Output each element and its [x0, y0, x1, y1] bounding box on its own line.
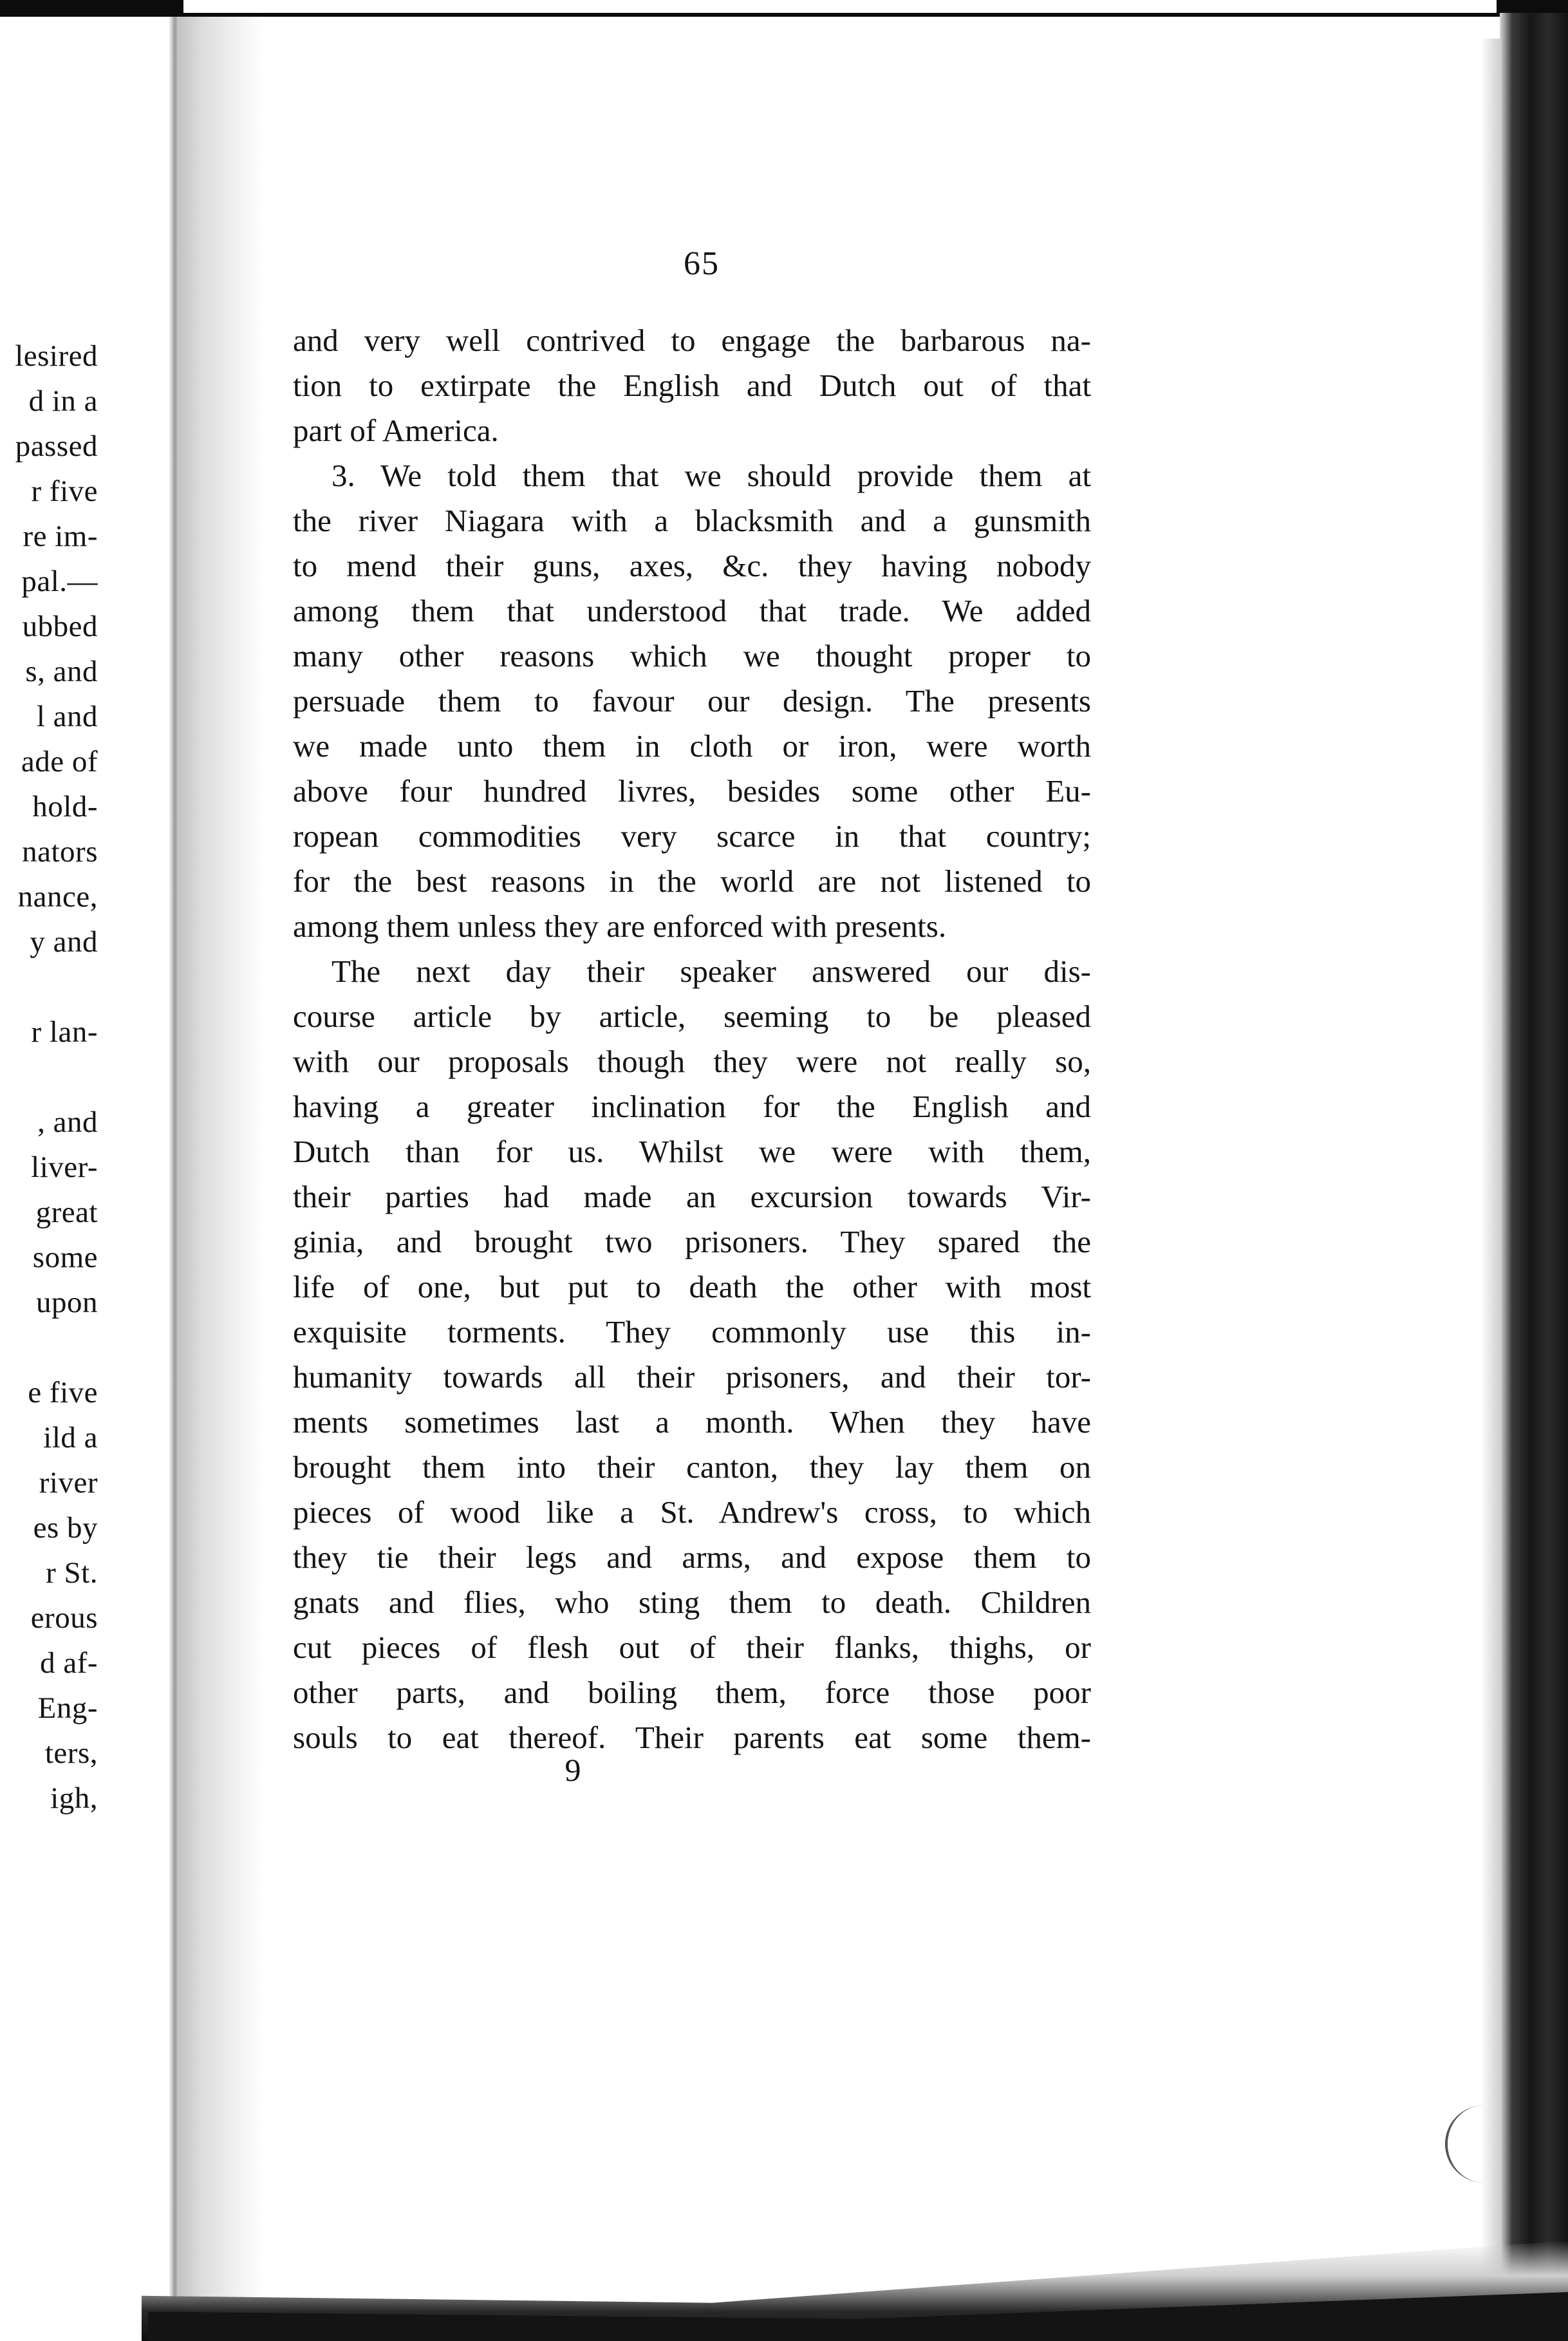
body-text-line: gnats and flies, who sting them to death. Children	[293, 1584, 1091, 1620]
body-text-line: among them that understood that trade. We added	[293, 593, 1091, 628]
body-text-line: among them unless they are enforced with presents.	[293, 908, 947, 944]
facing-page-line: r five	[31, 475, 98, 508]
page-number: 65	[684, 245, 720, 282]
body-text-line: to mend their guns, axes, &c. they having nobody	[293, 548, 1091, 583]
facing-page-line: s, and	[25, 655, 98, 688]
facing-page-line: es by	[33, 1511, 98, 1545]
facing-page-line: ters,	[44, 1736, 98, 1770]
gutter-shadow	[174, 0, 264, 2341]
facing-page-line: river	[39, 1466, 98, 1500]
body-text-line: ginia, and brought two prisoners. They spared the	[293, 1224, 1091, 1259]
facing-page-fragment	[0, 334, 98, 1821]
body-text-line: cut pieces of flesh out of their flanks, thighs, or	[293, 1630, 1091, 1665]
body-text-line: 3. We told them that we should provide them at	[331, 458, 1091, 493]
facing-page-line: great	[35, 1196, 98, 1229]
body-text-line: ropean commodities very scarce in that country;	[293, 818, 1091, 854]
body-text-line: persuade them to favour our design. The presents	[293, 683, 1091, 719]
facing-page-line: igh,	[50, 1782, 98, 1815]
facing-page-line: ade of	[21, 745, 98, 778]
body-text-line: the river Niagara with a blacksmith and a gunsmith	[293, 503, 1091, 538]
body-text-line: having a greater inclination for the English and	[293, 1089, 1091, 1124]
body-text-line: they tie their legs and arms, and expose them to	[293, 1539, 1091, 1575]
body-text-line: their parties had made an excursion towards Vir-	[293, 1179, 1091, 1214]
body-text-line: course article by article, seeming to be pleased	[293, 999, 1091, 1034]
facing-page-line: Eng-	[37, 1691, 98, 1725]
body-text-line: life of one, but put to death the other with most	[293, 1269, 1091, 1304]
facing-page-line	[0, 1055, 98, 1100]
body-text-line: Dutch than for us. Whilst we were with them,	[293, 1134, 1091, 1169]
facing-page-line: re im-	[23, 520, 98, 553]
facing-page-line: y and	[30, 925, 98, 959]
body-text-line: for the best reasons in the world are not listened to	[293, 863, 1091, 899]
facing-page-line: e five	[28, 1376, 98, 1409]
facing-page-line: r lan-	[31, 1015, 98, 1049]
body-text-line: The next day their speaker answered our dis-	[331, 954, 1091, 989]
body-text-line: other parts, and boiling them, force those poor	[293, 1675, 1091, 1710]
facing-page-line: d in a	[28, 384, 98, 418]
body-text-line: and very well contrived to engage the barbarous na-	[293, 323, 1091, 358]
facing-page-line: nators	[22, 835, 98, 869]
body-text-line: tion to extirpate the English and Dutch out of that	[293, 368, 1091, 403]
body-text-line: pieces of wood like a St. Andrew's cross, to which	[293, 1494, 1091, 1530]
body-text-line: with our proposals though they were not really so,	[293, 1044, 1091, 1079]
facing-page-line: d af-	[40, 1646, 98, 1680]
facing-page-line: l and	[36, 700, 98, 733]
top-border-gap	[183, 0, 1497, 13]
facing-page-line	[0, 1325, 98, 1370]
facing-page-line: passed	[15, 429, 98, 463]
signature-mark: 9	[565, 1752, 581, 1788]
facing-page-line: , and	[37, 1105, 98, 1139]
body-text-line: many other reasons which we thought proper to	[293, 638, 1091, 673]
facing-page-line: r St.	[46, 1556, 98, 1590]
body-text-line: humanity towards all their prisoners, and their tor-	[293, 1359, 1091, 1395]
facing-page-line: lesired	[15, 339, 98, 373]
body-text-line: souls to eat thereof. Their parents eat some them-	[293, 1720, 1091, 1755]
body-text-line: part of America.	[293, 413, 499, 448]
facing-page-line: nance,	[17, 880, 98, 914]
right-scan-border	[1500, 13, 1568, 2341]
facing-page-line: hold-	[32, 790, 98, 823]
facing-page-line: ild a	[43, 1421, 98, 1454]
body-text-line: brought them into their canton, they lay them on	[293, 1449, 1091, 1485]
page-edge-tear	[1445, 2105, 1486, 2183]
facing-page-line: upon	[36, 1286, 98, 1319]
body-text-line: we made unto them in cloth or iron, were worth	[293, 728, 1091, 764]
body-text-line: exquisite torments. They commonly use this in-	[293, 1314, 1091, 1349]
facing-page-line: liver-	[31, 1151, 98, 1184]
facing-page-line: erous	[30, 1601, 98, 1635]
gutter-edge	[169, 0, 179, 2341]
page-body-text	[293, 318, 1091, 1760]
facing-page-line: pal.—	[21, 565, 98, 598]
body-text-line: above four hundred livres, besides some other Eu-	[293, 773, 1091, 809]
body-text-line: ments sometimes last a month. When they have	[293, 1404, 1091, 1440]
facing-page-line	[0, 964, 98, 1010]
facing-page-line: ubbed	[22, 610, 98, 643]
facing-page-line: some	[32, 1241, 98, 1274]
top-scan-border	[0, 0, 1568, 17]
